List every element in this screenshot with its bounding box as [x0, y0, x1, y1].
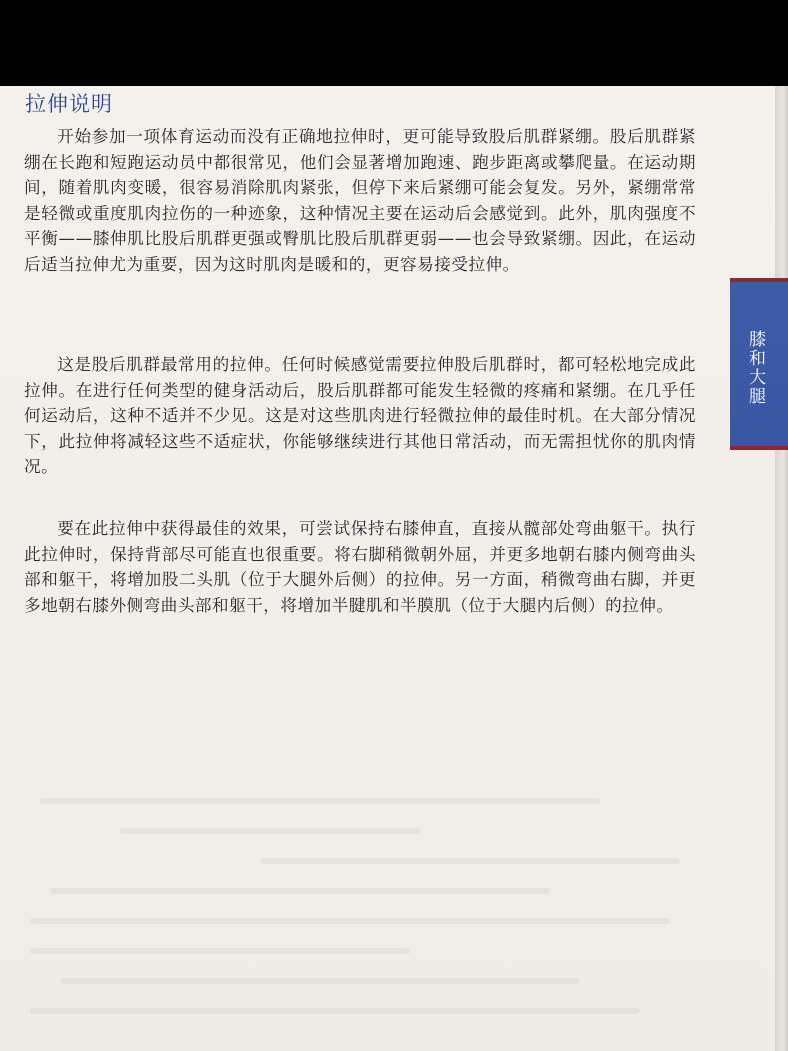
bleed-through-mark	[30, 1008, 640, 1014]
page-edge	[775, 86, 788, 1051]
bleed-through-mark	[60, 978, 580, 984]
paragraph-intro: 开始参加一项体育运动而没有正确地拉伸时，更可能导致股后肌群紧绷。股后肌群紧绷在长跑和短跑运动员中都很常见，他们会显著增加跑速、跑步距离或攀爬量。在运动期间，随着肌肉变暖，很容易消除肌肉紧张，但停下来后紧绷可能会复发。另外，紧绷常常是轻微或重度肌肉拉伤的一种迹象，这种情况主要在运动后会感觉到。此外，肌肉强度不平衡——膝伸肌比股后肌群更强或臀肌比股后肌群更弱——也会导致紧绷。因此，在运动后适当拉伸尤为重要，因为这时肌肉是暖和的，更容易接受拉伸。	[24, 127, 696, 274]
bleed-through-mark	[30, 918, 670, 924]
paragraph-best-effect: 要在此拉伸中获得最佳的效果，可尝试保持右膝伸直，直接从髋部处弯曲躯干。执行此拉伸时，保持背部尽可能直也很重要。将右脚稍微朝外屈，并更多地朝右膝内侧弯曲头部和躯干，将增加股二头肌（位于大腿外后侧）的拉伸。另一方面，稍微弯曲右脚，并更多地朝右膝外侧弯曲头部和躯干，将增加半腱肌和半膜肌（位于大腿内后侧）的拉伸。	[24, 519, 696, 615]
chapter-side-tab-label: 膝和大腿	[745, 330, 765, 406]
bleed-through-mark	[40, 798, 600, 804]
bleed-through-mark	[50, 888, 550, 894]
paragraph-common-stretch: 这是股后肌群最常用的拉伸。任何时候感觉需要拉伸股后肌群时，都可轻松地完成此拉伸。在进行任何类型的健身活动后，股后肌群都可能发生轻微的疼痛和紧绷。在几乎任何运动后，这种不适并不少见。这是对这些肌肉进行轻微拉伸的最佳时机。在大部分情况下，此拉伸将减轻这些不适症状，你能够继续进行其他日常活动，而无需担忧你的肌肉情况。	[24, 355, 696, 476]
bleed-through-mark	[30, 948, 410, 954]
section-heading: 拉伸说明	[25, 92, 113, 116]
bleed-through-mark	[260, 858, 680, 864]
bleed-through-mark	[120, 828, 420, 834]
